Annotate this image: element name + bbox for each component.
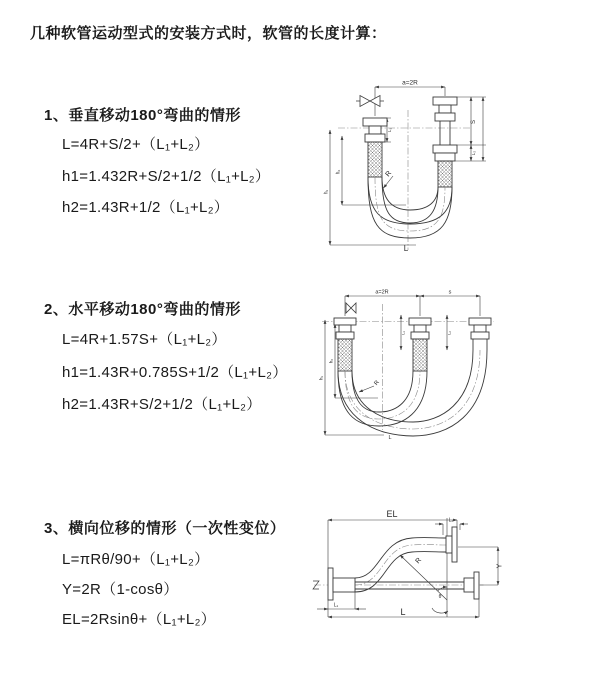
angle-label: θ <box>438 594 442 600</box>
section-2-heading: 2、水平移动180°弯曲的情形 <box>44 301 241 318</box>
dim-label-l2: L₂ <box>471 150 476 156</box>
radius-label: R <box>414 556 424 566</box>
diagram-vertical-movement <box>320 72 495 262</box>
section-3-formula-y: Y=2R（1-cosθ） <box>62 581 179 598</box>
page-title: 几种软管运动型式的安装方式时，软管的长度计算： <box>30 25 387 42</box>
section-3-formula-el: EL=2Rsinθ+（L₁+L₂） <box>62 611 216 628</box>
valve-icon <box>356 96 384 107</box>
dim-label-el: EL <box>386 509 398 519</box>
left-flange-fitting <box>328 568 355 600</box>
right-pipe-fitting <box>469 318 491 350</box>
construction-lines <box>400 518 448 617</box>
length-label: L <box>400 607 406 617</box>
hose-centerline <box>355 545 446 585</box>
section-1-formula-h2: h2=1.43R+1/2（L₁+L₂） <box>62 199 230 216</box>
dimension-lines <box>317 517 498 617</box>
dim-label-h2: h₂ <box>335 169 342 175</box>
left-pipe-fitting <box>334 318 356 371</box>
section-3-formula-l: L=πRθ/90+（L₁+L₂） <box>62 551 210 568</box>
dim-label-a2r: a=2R <box>375 289 389 296</box>
dim-label-l2: L₂ <box>448 517 454 524</box>
dim-label-h1: h₁ <box>323 189 330 195</box>
middle-pipe-fitting <box>409 318 431 371</box>
diagram1-labels <box>324 80 478 254</box>
straight-pipe <box>355 582 464 589</box>
dim-label-l2: L₂ <box>446 331 452 335</box>
radius-label: R <box>384 169 394 179</box>
section-3-heading: 3、横向位移的情形（一次性变位） <box>44 520 286 537</box>
dim-label-h2: h₂ <box>328 358 334 364</box>
section-2-formula-h2: h2=1.43R+S/2+1/2（L₁+L₂） <box>62 396 262 413</box>
dim-label-s: S <box>471 119 477 125</box>
diagram3-labels <box>334 509 504 617</box>
diagram-horizontal-movement <box>318 288 498 443</box>
top-flange-fitting <box>446 527 457 562</box>
section-1-formula-h1: h1=1.432R+S/2+1/2（L₁+L₂） <box>62 168 271 185</box>
dim-label-l1: L₁ <box>387 127 392 133</box>
length-label: L <box>403 244 409 253</box>
hose-s-curve <box>355 538 446 592</box>
right-flange-fitting <box>464 572 479 599</box>
diagram-lateral-displacement <box>312 505 507 630</box>
length-label: L <box>388 435 392 441</box>
valve-icon <box>346 303 356 313</box>
right-pipe-fitting <box>433 97 457 187</box>
dim-label-l1: L₁ <box>400 331 406 335</box>
hose-curves <box>338 350 487 436</box>
dim-label-y: Y <box>496 563 504 569</box>
dim-label-s: s <box>448 289 452 296</box>
dim-label-l1: L₁ <box>333 602 339 609</box>
dim-label-a2r: a=2R <box>402 79 418 87</box>
section-2-formula-l: L=4R+1.57S+（L₁+L₂） <box>62 331 227 348</box>
radius-label: R <box>373 379 381 387</box>
section-2-formula-h1: h1=1.43R+0.785S+1/2（L₁+L₂） <box>62 364 288 381</box>
section-1-formula-l: L=4R+S/2+（L₁+L₂） <box>62 136 210 153</box>
left-pipe-fitting <box>363 118 387 177</box>
dim-label-h1: h₁ <box>318 375 324 381</box>
section-1-heading: 1、垂直移动180°弯曲的情形 <box>44 107 241 124</box>
